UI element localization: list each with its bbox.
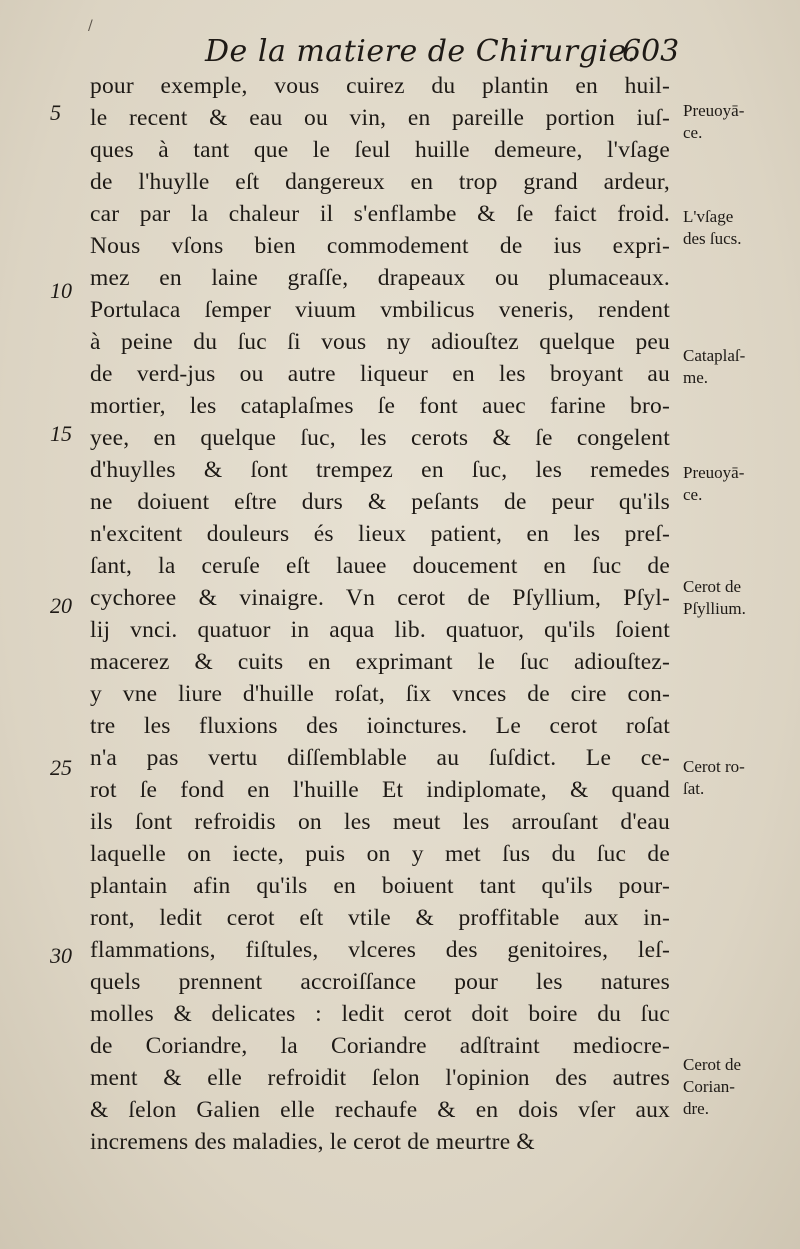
line-number: 30	[50, 943, 72, 968]
text-line: Portulaca ſemper viuum vmbilicus veneris, rendent	[90, 297, 670, 323]
margin-note: Cerot ro- ſat.	[683, 757, 745, 798]
text-line: le recent & eau ou vin, en pareille portion iuſ-	[90, 105, 670, 131]
text-line: Nous vſons bien commodement de ius expri-	[90, 233, 670, 259]
text-line: tre les fluxions des ioinctures. Le cerot roſat	[90, 713, 670, 739]
margin-note: Cerot de Corian- dre.	[683, 1055, 742, 1118]
text-line: cychoree & vinaigre. Vn cerot de Pſyllium, Pſyl-	[90, 585, 670, 611]
text-line: ment & elle refroidit ſelon l'opinion des autres	[90, 1065, 670, 1091]
text-line: y vne liure d'huille roſat, ſix vnces de cire con-	[90, 681, 670, 707]
text-line: mez en laine graſſe, drapeaux ou plumaceaux.	[90, 265, 670, 291]
margin-note: Cerot de Pſyllium.	[683, 577, 746, 618]
text-line: molles & delicates : ledit cerot doit boire du ſuc	[90, 1001, 670, 1027]
text-line: plantain afin qu'ils en boiuent tant qu'ils pour-	[90, 873, 670, 899]
running-header: De la matiere de Chirurgie.	[205, 34, 637, 69]
text-line: & ſelon Galien elle rechaufe & en dois vſer aux	[90, 1097, 670, 1123]
text-line: à peine du ſuc ſi vous ny adiouſtez quelque peu	[90, 329, 670, 355]
page-number: 603	[622, 34, 680, 69]
text-line: macerez & cuits en exprimant le ſuc adiouſtez-	[90, 649, 670, 675]
text-line: ils ſont refroidis on les meut les arrouſant d'eau	[90, 809, 670, 835]
line-number: 20	[50, 593, 72, 618]
text-line: ſant, la ceruſe eſt lauee doucement en ſuc de	[90, 553, 670, 579]
text-line: lij vnci. quatuor in aqua lib. quatuor, qu'ils ſoient	[90, 617, 670, 643]
line-number: 5	[50, 100, 61, 125]
text-line: n'excitent douleurs és lieux patient, en les preſ-	[90, 521, 670, 547]
text-line: flammations, fiſtules, vlceres des genitoires, leſ-	[90, 937, 670, 963]
text-line: rot ſe fond en l'huille Et indiplomate, & quand	[90, 777, 670, 803]
margin-note: Cataplaſ- me.	[683, 346, 746, 387]
text-line: laquelle on iecte, puis on y met ſus du ſuc de	[90, 841, 670, 867]
line-number: 10	[50, 278, 72, 303]
text-line: yee, en quelque ſuc, les cerots & ſe congelent	[90, 425, 670, 451]
margin-note: L'vſage des ſucs.	[683, 207, 742, 248]
text-line: incremens des maladies, le cerot de meurtre &	[90, 1129, 535, 1155]
text-line: quels prennent accroiſſance pour les natures	[90, 969, 670, 995]
text-line: mortier, les cataplaſmes ſe font auec farine bro-	[90, 393, 670, 419]
line-number: 25	[50, 755, 72, 780]
text-line: de Coriandre, la Coriandre adſtraint mediocre-	[90, 1033, 670, 1059]
text-line: de l'huylle eſt dangereux en trop grand ardeur,	[90, 169, 670, 195]
line-number: 15	[50, 421, 72, 446]
text-line: pour exemple, vous cuirez du plantin en huil-	[90, 73, 670, 99]
stray-ink-mark: /	[88, 18, 93, 34]
text-line: ront, ledit cerot eſt vtile & proffitable aux in-	[90, 905, 670, 931]
text-line: ne doiuent eſtre durs & peſants de peur qu'ils	[90, 489, 670, 515]
text-line: d'huylles & ſont trempez en ſuc, les remedes	[90, 457, 670, 483]
text-line: de verd-jus ou autre liqueur en les broyant au	[90, 361, 670, 387]
margin-note: Preuoyā- ce.	[683, 463, 745, 504]
margin-note: Preuoyā- ce.	[683, 101, 745, 142]
text-line: n'a pas vertu diſſemblable au ſuſdict. Le ce-	[90, 745, 670, 771]
text-line: car par la chaleur il s'enflambe & ſe faict froid.	[90, 201, 670, 227]
text-line: ques à tant que le ſeul huille demeure, l'vſage	[90, 137, 670, 163]
